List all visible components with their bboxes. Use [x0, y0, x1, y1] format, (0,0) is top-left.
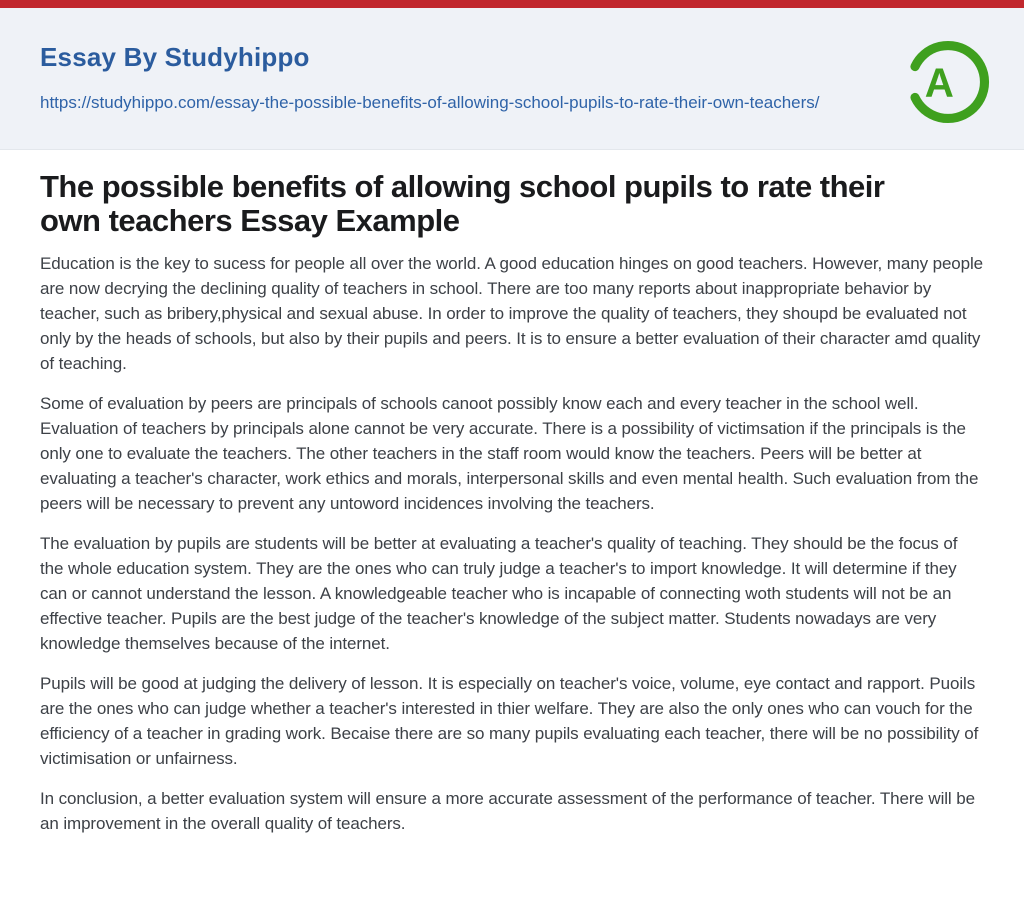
essay-title: The possible benefits of allowing school pupils to rate their own teachers Essay Example: [40, 169, 885, 238]
header-text-block: [40, 42, 820, 117]
page-header: [0, 8, 1024, 150]
essay-url-link[interactable]: https://studyhippo.com/essay-the-possible-benefits-of-allowing-school-pupils-to-rate-their-own-teachers/: [40, 93, 820, 112]
essay-paragraph: Pupils will be good at judging the delivery of lesson. It is especially on teacher's voice, volume, eye contact and rapport. Puoils are the ones who can judge whether a teacher's interested in thier welfare. They are also the only ones who can vouch for the efficiency of a teacher in grading work. Becaise there are so many pupils evaluating each teacher, there will be no possibility of victimisation or unfairness.: [40, 674, 979, 768]
essay-paragraph: Some of evaluation by peers are principals of schools canoot possibly know each and every teacher in the school well. Evaluation of teachers by principals alone cannot be very accurate. There is a possibility of victimsation if the principals is the only one to evaluate the teachers. The other teachers in the staff room would know the teachers. Peers will be better at evaluating a teacher's character, work ethics and morals, interpersonal skills and even mental health. Such evaluation from the peers will be necessary to prevent any untoword incidences involving the teachers.: [40, 394, 979, 513]
site-title[interactable]: Essay By Studyhippo: [40, 42, 310, 72]
essay-paragraph: The evaluation by pupils are students will be better at evaluating a teacher's quality of teaching. They should be the focus of the whole education system. They are the ones who can truly judge a teacher's to import knowledge. It will determine if they can or cannot understand the lesson. A knowledgeable teacher who is incapable of connecting woth students will not be an effective teacher. Pupils are the best judge of the teacher's knowledge of the subject matter. Students nowadays are very knowledge themselves because of the internet.: [40, 534, 958, 653]
essay-paragraph: In conclusion, a better evaluation system will ensure a more accurate assessment of the performance of teacher. There will be an improvement in the overall quality of teachers.: [40, 789, 975, 833]
logo-letter: A: [924, 59, 954, 106]
essay-body: [40, 251, 984, 836]
top-accent-bar: [0, 0, 1024, 8]
essay-content: [0, 150, 1024, 836]
studyhippo-logo-icon: [900, 34, 996, 130]
essay-paragraph: Education is the key to sucess for people all over the world. A good education hinges on good teachers. However, many people are now decrying the declining quality of teachers in school. There are too many reports about inappropriate behavior by teacher, such as bribery,physical and sexual abuse. In order to improve the quality of teachers, they shoupd be evaluated not only by the heads of schools, but also by their pupils and peers. It is to ensure a better evaluation of their character amd quality of teaching.: [40, 254, 984, 373]
